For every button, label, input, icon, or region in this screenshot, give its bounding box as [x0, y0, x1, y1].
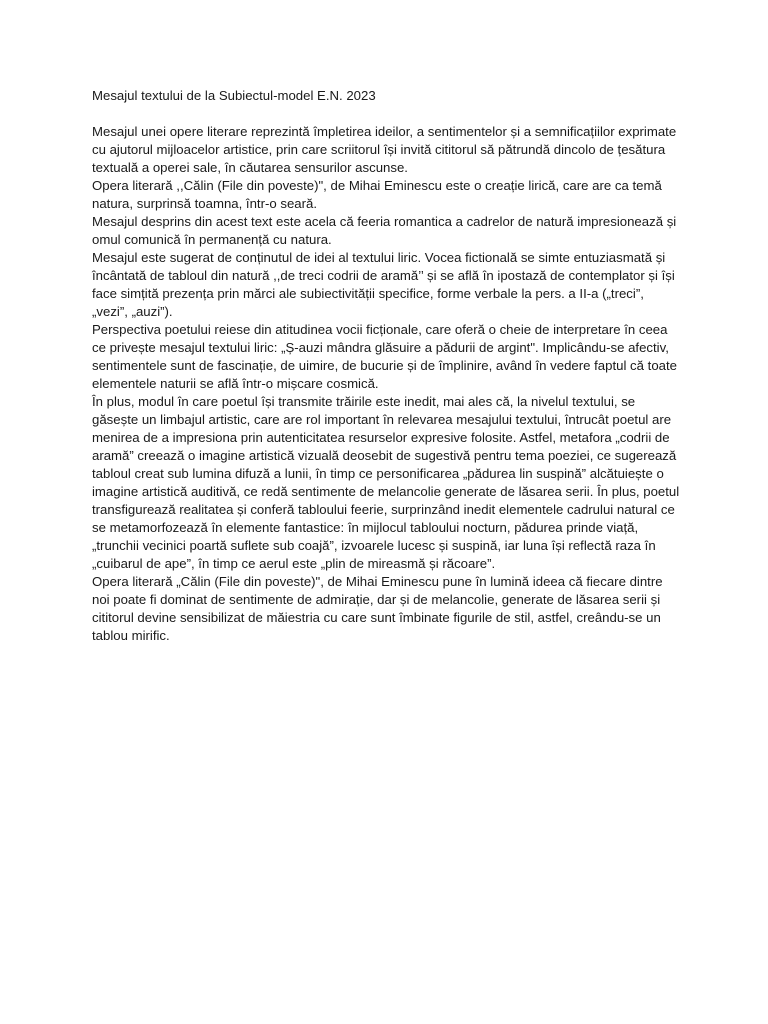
document-body	[92, 87, 682, 645]
paragraph-message: Mesajul desprins din acest text este acela că feeria romantica a cadrelor de natură impresionează și omul comunică în permanență cu natura.	[92, 214, 677, 247]
paragraph-conclusion: Opera literară „Călin (File din poveste)", de Mihai Eminescu pune în lumină ideea că fiecare dintre noi poate fi dominat de sentimente de admirație, dar și de melancolie, generate de lăsarea serii și cititorul devine sensibilizat de măiestria cu care sunt îmbinate figurile de stil, astfel, creându-se un tablou mirific.	[92, 574, 663, 643]
paragraph-theme: Opera literară ,,Călin (File din poveste)", de Mihai Eminescu este o creație lirică, care are ca temă natura, surprinsă toamna, într-o seară.	[92, 178, 662, 211]
paragraph-artistic-language: În plus, modul în care poetul își transmite trăirile este inedit, mai ales că, la nivelul textului, se găsește un limbajul artistic, care are rol important în relevarea mesajului textului, întrucât poetul are menirea de a impresiona prin autenticitatea resurselor expresive folosite. Astfel, metafora „codrii de aramă” creează o imagine artistică vizuală deosebit de sugestivă pentru tema poeziei, ce sugerează tabloul creat sub lumina difuză a lunii, în timp ce personificarea „pădurea lin suspină” alcătuiește o imagine artistică auditivă, ce redă sentimente de melancolie generate de lăsarea serii. În plus, poetul transfigurează realitatea și conferă tabloului feerie, surprinzând inedit elementele cadrului natural ce se metamorfozează în elemente fantastice: în mijlocul tabloului nocturn, pădurea prinde viață, „trunchii vecinici poartă suflete sub coajă”, izvoarele lucesc și suspină, iar luna își reflectă raza în „cuibarul de ape”, în timp ce aerul este „plin de mireasmă și răcoare”.	[92, 394, 680, 571]
paragraph-definition: Mesajul unei opere literare reprezintă împletirea ideilor, a sentimentelor și a semnificațiilor exprimate cu ajutorul mijloacelor artistice, prin care scriitorul își invită cititorul să pătrundă dincolo de țesătura textuală a operei sale, în căutarea sensurilor ascunse.	[92, 124, 677, 175]
document-title: Mesajul textului de la Subiectul-model E.N. 2023	[92, 88, 376, 103]
paragraph-content: Mesajul este sugerat de conținutul de idei al textului liric. Vocea fictională se simte entuziasmată și încântată de tabloul din natură ,,de treci codrii de aramă’’ și se află în ipostază de contemplator și își face simțită prezența prin mărci ale subiectivității specifice, forme verbale la pers. a II-a („treci”, „vezi”, „auzi”).	[92, 250, 675, 319]
paragraph-perspective: Perspectiva poetului reiese din atitudinea vocii ficționale, care oferă o cheie de interpretare în ceea ce privește mesajul textului liric: „Ș-auzi mândra glăsuire a pădurii de argint". Implicându-se afectiv, sentimentele sunt de fascinație, de uimire, de bucurie și de împlinire, având în vedere faptul că toate elementele naturii se află într-o mișcare cosmică.	[92, 322, 677, 391]
